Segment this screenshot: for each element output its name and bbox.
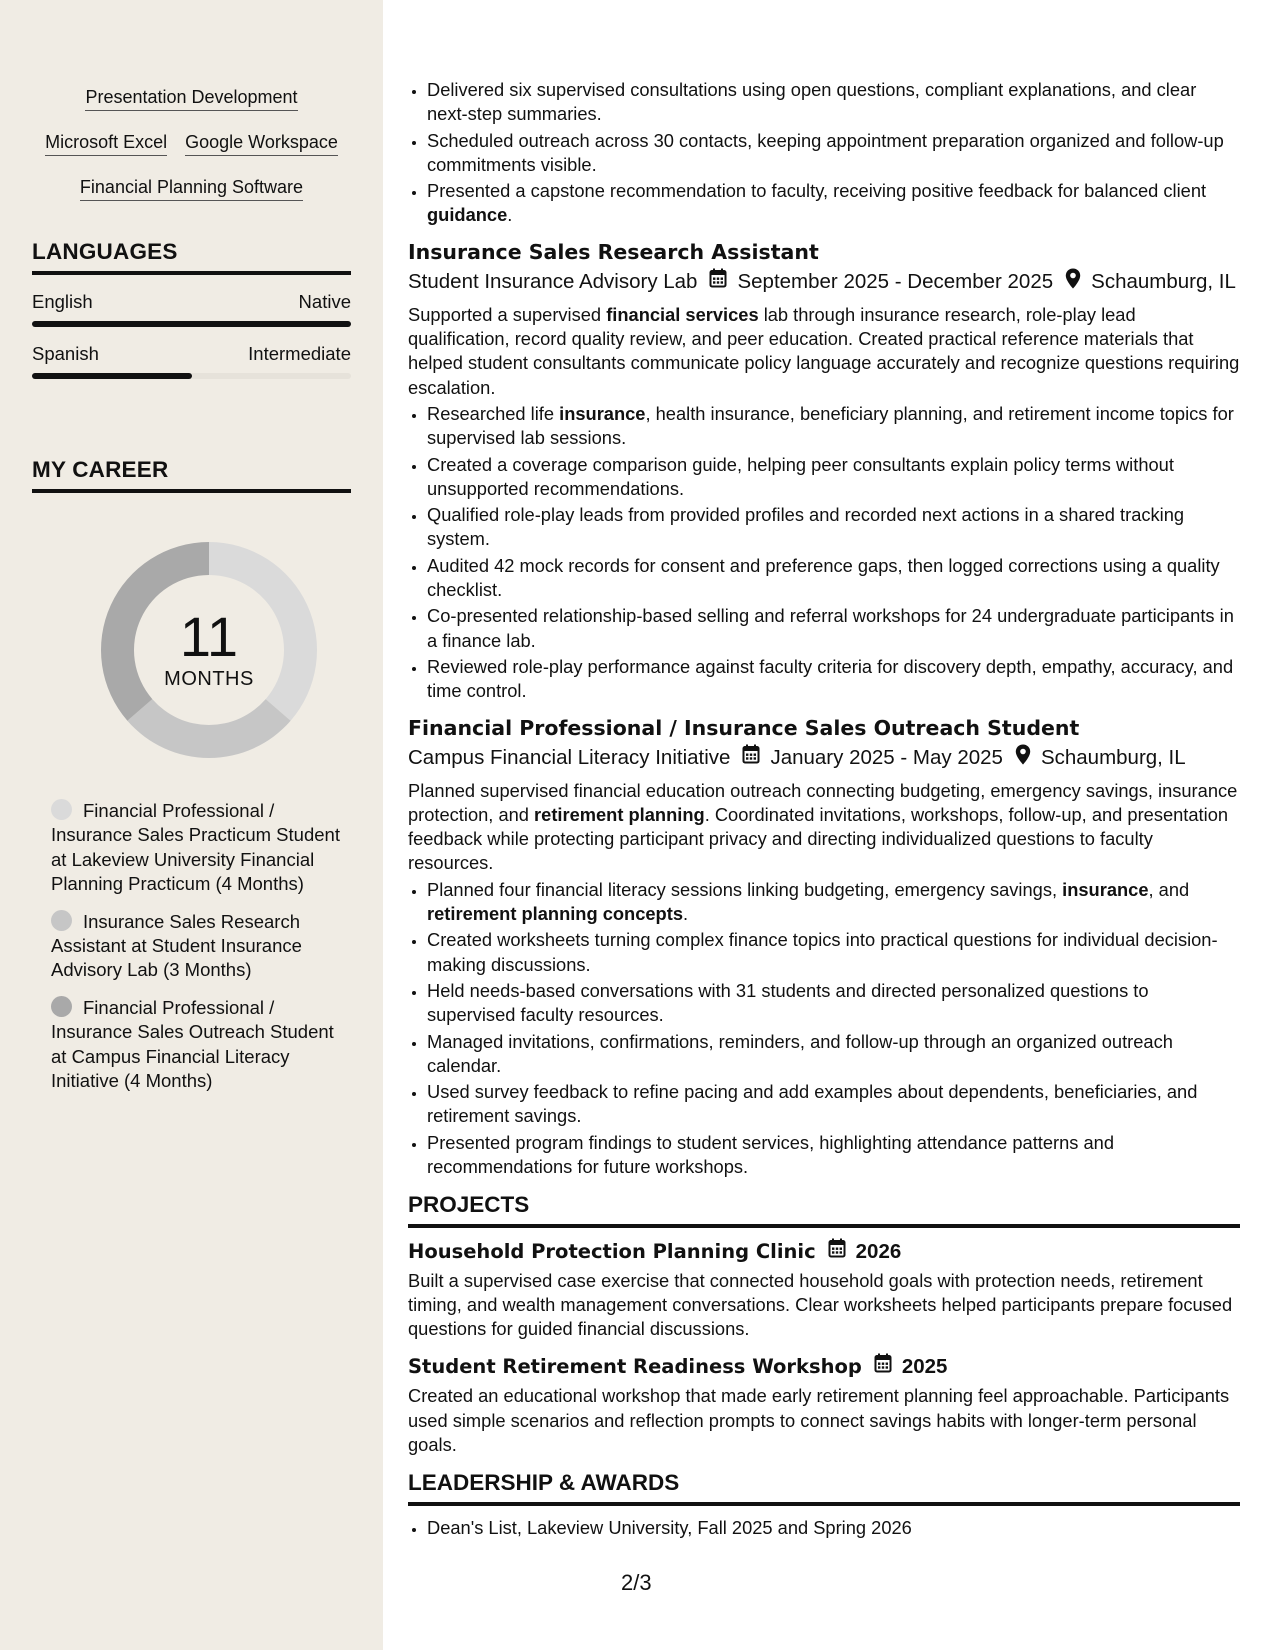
intro-bullet-list	[408, 78, 1240, 228]
project-description: Built a supervised case exercise that connected household goals with protection needs, retirement timing, and wealth management conversations. Clear worksheets helped participants prepare focused questions for guided financial discussions.	[408, 1269, 1233, 1340]
text-segment: Researched life	[427, 402, 560, 424]
experience-entry	[408, 238, 1240, 704]
text-segment: , and	[1148, 878, 1190, 900]
job-meta	[408, 268, 1240, 297]
text-segment: Used survey feedback to refine pacing and add examples about dependents, beneficiaries, and retirement savings.	[427, 1081, 1198, 1127]
bullet-item	[427, 179, 1240, 228]
text-segment: Delivered six supervised consultations using open questions, compliant explanations, and clear next-step summaries.	[427, 79, 1197, 125]
job-title: Financial Professional / Insurance Sales Outreach Student	[408, 715, 1080, 740]
leadership-list	[408, 1516, 1240, 1540]
calendar-icon	[828, 1238, 846, 1266]
text-segment: Audited 42 mock records for consent and preference gaps, then logged corrections using a quality checklist.	[427, 554, 1220, 601]
skill-tag: Financial Planning Software	[80, 176, 303, 201]
bullet-item	[427, 655, 1240, 704]
project-year: 2025	[901, 1355, 948, 1379]
job-summary	[408, 303, 1240, 400]
text-segment: Planned four financial literacy sessions linking budgeting, emergency savings,	[427, 878, 1063, 900]
project-title: Household Protection Planning Clinic	[408, 1239, 816, 1263]
page-number: 2/3	[621, 1570, 652, 1595]
text-segment: .	[682, 903, 689, 925]
legend-dot	[51, 799, 72, 820]
language-proficiency-bar	[32, 321, 351, 327]
career-section	[32, 457, 351, 1093]
text-segment: .	[507, 204, 513, 226]
text-segment: Presented a capstone recommendation to faculty, receiving positive feedback for balanced client	[427, 180, 1207, 202]
legend-label: Financial Professional / Insurance Sales Practicum Student at Lakeview University Financial Planning Practicum (4 Months)	[51, 800, 340, 895]
language-item	[32, 343, 351, 379]
language-line	[32, 343, 351, 365]
career-legend	[51, 799, 341, 1093]
projects-heading: PROJECTS	[408, 1193, 1240, 1227]
skill-tag: Google Workspace	[185, 131, 338, 156]
bullet-item	[427, 453, 1240, 502]
languages-list	[32, 291, 351, 379]
map-pin-icon	[1065, 268, 1081, 297]
legend-item	[51, 996, 341, 1094]
job-location: Schaumburg, IL	[1040, 746, 1186, 770]
bullet-item	[427, 1030, 1240, 1079]
text-segment: Held needs-based conversations with 31 students and directed personalized questions to supervised faculty resources.	[427, 979, 1149, 1026]
skills-list	[32, 86, 351, 201]
text-segment: lab through insurance research, role-play lead qualification, record quality review, and peer education. Created practical reference materials that helped student consultants communicate policy language accurately and recognize questions requiring escalation.	[408, 303, 1240, 398]
skill-row	[32, 131, 351, 156]
language-line	[32, 291, 351, 313]
language-item	[32, 291, 351, 327]
bold-keyword: insurance	[559, 402, 646, 424]
donut-slice	[127, 699, 290, 758]
bullet-item	[427, 1131, 1240, 1180]
text-segment: Supported a supervised	[408, 303, 607, 325]
bullet-item	[427, 78, 1240, 127]
language-proficiency-fill	[32, 321, 351, 327]
job-organization: Campus Financial Literacy Initiative	[408, 746, 731, 770]
project-year: 2026	[855, 1239, 902, 1263]
calendar-icon	[874, 1353, 892, 1381]
text-segment: Created a coverage comparison guide, helping peer consultants explain policy terms without unsupported recommendations.	[427, 453, 1174, 499]
career-donut-chart	[94, 535, 324, 765]
job-title: Insurance Sales Research Assistant	[408, 239, 819, 264]
text-segment: . Coordinated invitations, workshops, follow-up, and presentation feedback while protecting participant privacy and directing individualized questions to faculty resources.	[408, 803, 1229, 874]
bullet-item	[427, 1080, 1240, 1129]
text-segment: Managed invitations, confirmations, reminders, and follow-up through an organized outreach calendar.	[427, 1030, 1173, 1076]
job-organization: Student Insurance Advisory Lab	[408, 270, 698, 294]
donut-total-number: 11	[179, 605, 239, 668]
project-description: Created an educational workshop that made early retirement planning feel approachable. Participants used simple scenarios and reflection prompts to connect savings habits with longer-term personal goals.	[408, 1385, 1230, 1456]
leadership-heading: LEADERSHIP & AWARDS	[408, 1471, 1240, 1505]
text-segment: Qualified role-play leads from provided profiles and recorded next actions in a shared tracking system.	[427, 504, 1185, 550]
language-proficiency-bar	[32, 373, 351, 379]
donut-center-label	[94, 607, 324, 691]
legend-dot	[51, 996, 72, 1017]
career-heading: MY CAREER	[32, 457, 351, 493]
skill-tag: Microsoft Excel	[45, 131, 167, 156]
projects-list	[408, 1238, 1240, 1458]
legend-item	[51, 799, 341, 897]
bullet-item	[427, 554, 1240, 603]
bold-keyword: insurance	[1062, 878, 1149, 900]
language-level: Native	[298, 291, 351, 312]
bullet-item	[427, 979, 1240, 1028]
job-summary	[408, 779, 1240, 876]
project-title: Student Retirement Readiness Workshop	[408, 1355, 862, 1379]
calendar-icon	[709, 268, 727, 296]
text-segment: Created worksheets turning complex finance topics into practical questions for individual decision-making discussions.	[427, 929, 1218, 975]
experience-list	[408, 238, 1240, 1180]
skill-row	[32, 176, 351, 201]
languages-section	[32, 239, 351, 379]
legend-dot	[51, 910, 72, 931]
language-level: Intermediate	[248, 343, 351, 364]
sidebar	[0, 0, 383, 1650]
job-bullet-list	[408, 402, 1240, 704]
donut-total-unit: MONTHS	[164, 668, 254, 690]
bullet-item	[427, 604, 1240, 653]
project-title-row	[408, 1353, 1240, 1381]
job-dates: September 2025 - December 2025	[737, 270, 1054, 294]
job-dates: January 2025 - May 2025	[770, 746, 1003, 770]
bold-keyword: financial services	[606, 303, 759, 325]
main-content	[408, 78, 1240, 1542]
bullet-item	[427, 129, 1240, 178]
language-name: Spanish	[32, 343, 99, 364]
project-title-row	[408, 1238, 1240, 1266]
skill-row	[32, 86, 351, 111]
skill-tag: Presentation Development	[85, 86, 297, 111]
languages-heading: LANGUAGES	[32, 239, 351, 275]
text-segment: Planned supervised financial education outreach connecting budgeting, emergency savings, insurance protection, and	[408, 779, 1238, 825]
legend-label: Insurance Sales Research Assistant at Student Insurance Advisory Lab (3 Months)	[51, 910, 302, 981]
bullet-item	[427, 503, 1240, 552]
award-item: • Dean's List, Lakeview University, Fall 2025 and Spring 2026	[427, 1516, 1240, 1540]
bullet-item	[427, 402, 1240, 451]
project-entry	[408, 1353, 1240, 1457]
job-meta	[408, 744, 1240, 773]
text-segment: , health insurance, beneficiary planning, and retirement income topics for supervised lab sessions.	[427, 402, 1234, 449]
legend-label: Financial Professional / Insurance Sales Outreach Student at Campus Financial Literacy Initiative (4 Months)	[51, 996, 334, 1092]
bold-keyword: retirement planning concepts	[427, 903, 683, 925]
job-location: Schaumburg, IL	[1091, 270, 1236, 294]
text-segment: Scheduled outreach across 30 contacts, keeping appointment preparation organized and follow-up commitments visible.	[427, 129, 1224, 175]
language-name: English	[32, 291, 93, 312]
experience-entry	[408, 714, 1240, 1180]
project-entry	[408, 1238, 1240, 1342]
job-bullet-list	[408, 878, 1240, 1180]
map-pin-icon	[1015, 744, 1031, 773]
legend-item	[51, 910, 341, 983]
language-proficiency-fill	[32, 373, 192, 379]
bullet-item	[427, 878, 1240, 927]
text-segment: Reviewed role-play performance against faculty criteria for discovery depth, empathy, accuracy, and time control.	[427, 655, 1234, 702]
bold-keyword: guidance	[427, 204, 508, 226]
bullet-item	[427, 928, 1240, 977]
bold-keyword: retirement planning	[534, 803, 705, 825]
calendar-icon	[742, 744, 760, 772]
text-segment: Co-presented relationship-based selling and referral workshops for 24 undergraduate participants in a finance lab.	[427, 605, 1234, 651]
text-segment: Presented program findings to student services, highlighting attendance patterns and recommendations for future workshops.	[427, 1131, 1114, 1177]
